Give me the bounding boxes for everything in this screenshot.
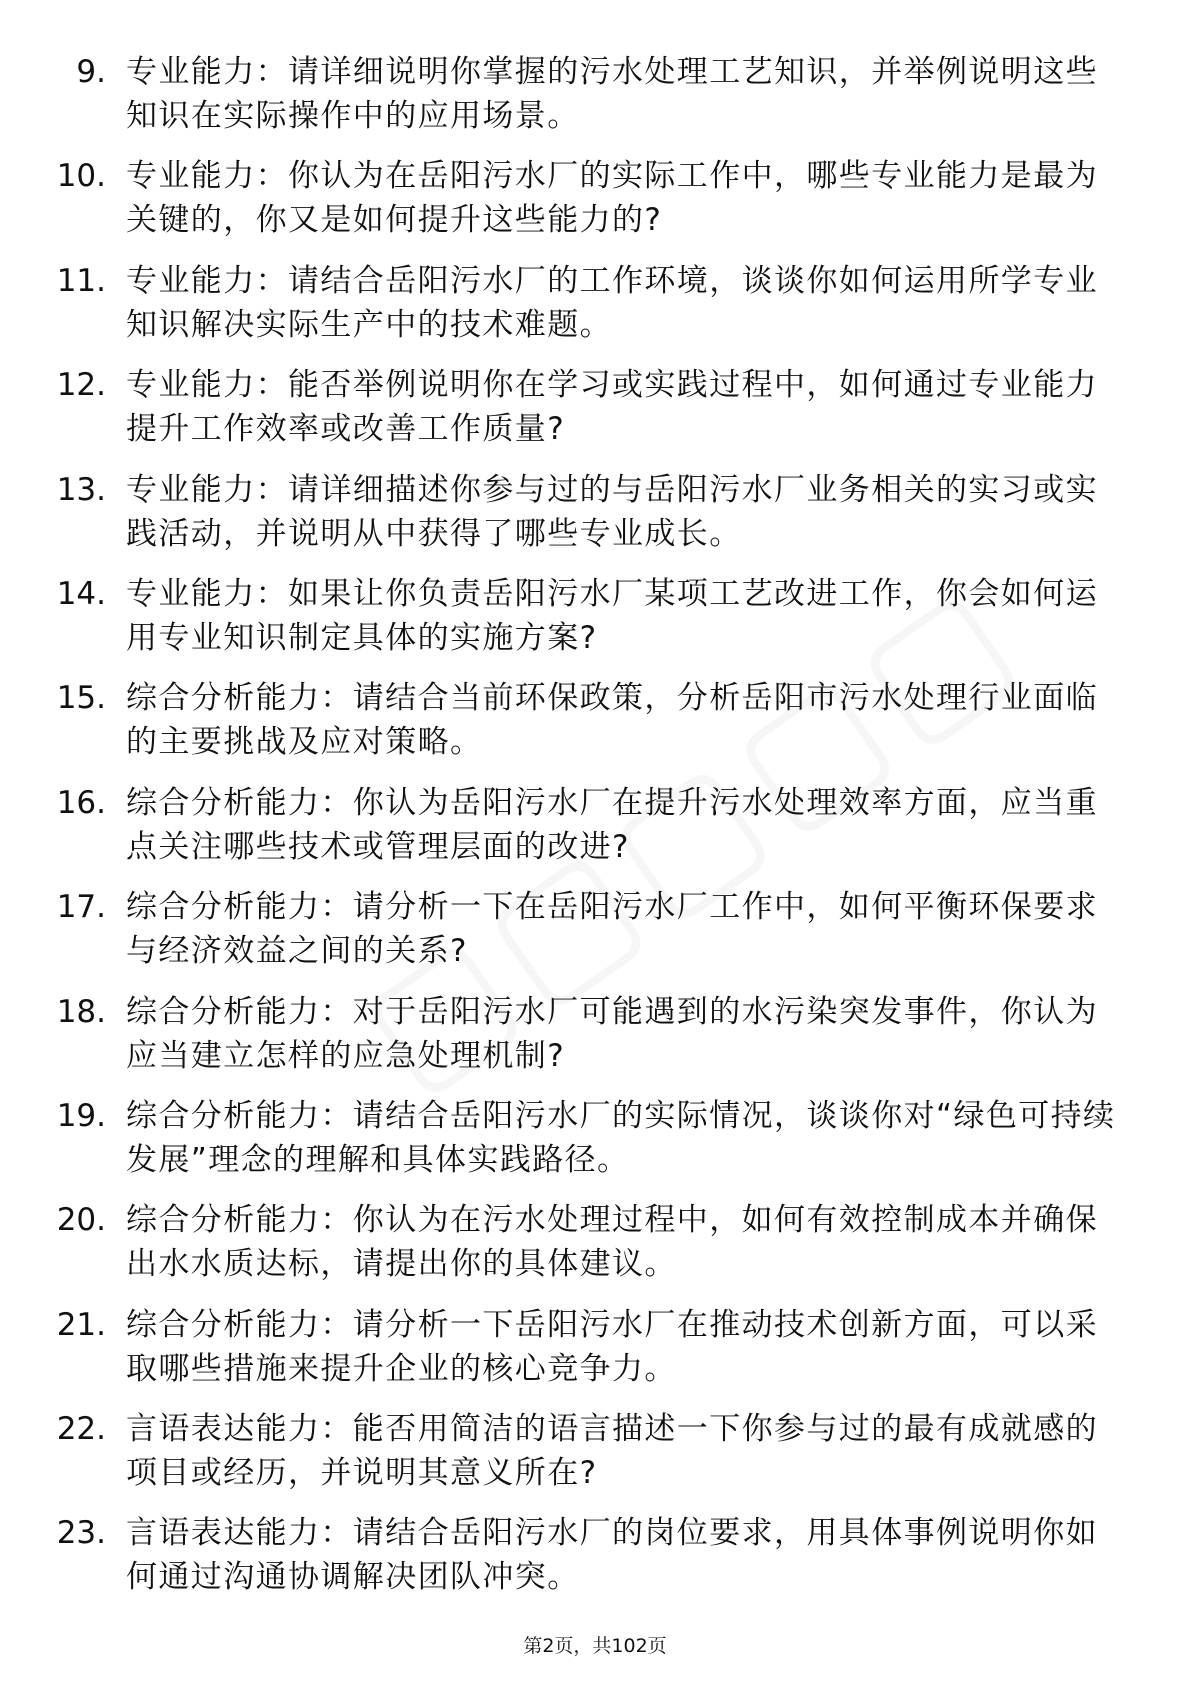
question-number: 14. (56, 575, 106, 612)
question-item (0, 259, 1190, 363)
question-number: 13. (56, 471, 106, 508)
question-item (0, 1511, 1190, 1615)
question-text: 言语表达能力：请结合岳阳污水厂的岗位要求，用具体事例说明你如何通过沟通协调解决团队冲突。 (126, 1515, 1098, 1596)
question-number: 16. (56, 784, 106, 821)
question-number: 12. (56, 367, 106, 404)
question-text: 专业能力：如果让你负责岳阳污水厂某项工艺改进工作，你会如何运用专业知识制定具体的实施方案? (126, 575, 1098, 656)
question-text: 综合分析能力：请分析一下岳阳污水厂在推动技术创新方面，可以采取哪些措施来提升企业的核心竞争力。 (126, 1306, 1098, 1387)
question-number: 17. (56, 889, 106, 926)
question-item (0, 1094, 1190, 1198)
question-number: 20. (56, 1202, 106, 1239)
question-text: 综合分析能力：请结合当前环保政策，分析岳阳市污水处理行业面临的主要挑战及应对策略。 (126, 680, 1098, 761)
question-number: 23. (56, 1515, 106, 1552)
question-text: 专业能力：请详细描述你参与过的与岳阳污水厂业务相关的实习或实践活动，并说明从中获得了哪些专业成长。 (126, 471, 1098, 552)
question-item (0, 572, 1190, 676)
question-text: 综合分析能力：请结合岳阳污水厂的实际情况，谈谈你对“绿色可持续发展”理念的理解和具体实践路径。 (126, 1097, 1116, 1178)
question-list (0, 50, 1190, 1616)
question-number: 19. (56, 1097, 106, 1134)
question-number: 22. (56, 1411, 106, 1448)
question-item (0, 885, 1190, 989)
question-text: 综合分析能力：请分析一下在岳阳污水厂工作中，如何平衡环保要求与经济效益之间的关系? (126, 889, 1098, 970)
question-item (0, 468, 1190, 572)
question-text: 专业能力：请详细说明你掌握的污水处理工艺知识，并举例说明这些知识在实际操作中的应用场景。 (126, 54, 1098, 134)
question-text: 专业能力：请结合岳阳污水厂的工作环境，谈谈你如何运用所学专业知识解决实际生产中的技术难题。 (126, 262, 1098, 343)
question-number: 21. (56, 1306, 106, 1343)
question-item (0, 363, 1190, 467)
question-text: 综合分析能力：你认为在污水处理过程中，如何有效控制成本并确保出水水质达标，请提出你的具体建议。 (126, 1202, 1098, 1283)
page-number: 第2页，共102页 (523, 1635, 667, 1657)
question-text: 综合分析能力：对于岳阳污水厂可能遇到的水污染突发事件，你认为应当建立怎样的应急处理机制? (126, 993, 1098, 1074)
question-text: 言语表达能力：能否用简洁的语言描述一下你参与过的最有成就感的项目或经历，并说明其意义所在? (126, 1411, 1098, 1492)
question-item (0, 990, 1190, 1094)
question-item (0, 50, 1190, 154)
question-item (0, 1303, 1190, 1407)
question-item (0, 154, 1190, 258)
question-number: 15. (56, 680, 106, 717)
question-number: 11. (56, 262, 106, 299)
question-text: 专业能力：你认为在岳阳污水厂的实际工作中，哪些专业能力是最为关键的，你又是如何提升这些能力的? (126, 158, 1098, 239)
question-text: 综合分析能力：你认为岳阳污水厂在提升污水处理效率方面，应当重点关注哪些技术或管理层面的改进? (126, 784, 1098, 865)
question-number: 10. (56, 158, 106, 195)
question-number: 18. (56, 993, 106, 1030)
question-item (0, 1407, 1190, 1511)
question-number: 9. (76, 54, 106, 90)
question-item (0, 676, 1190, 780)
question-item (0, 781, 1190, 885)
question-text: 专业能力：能否举例说明你在学习或实践过程中，如何通过专业能力提升工作效率或改善工作质量? (126, 367, 1098, 448)
question-item (0, 1198, 1190, 1302)
